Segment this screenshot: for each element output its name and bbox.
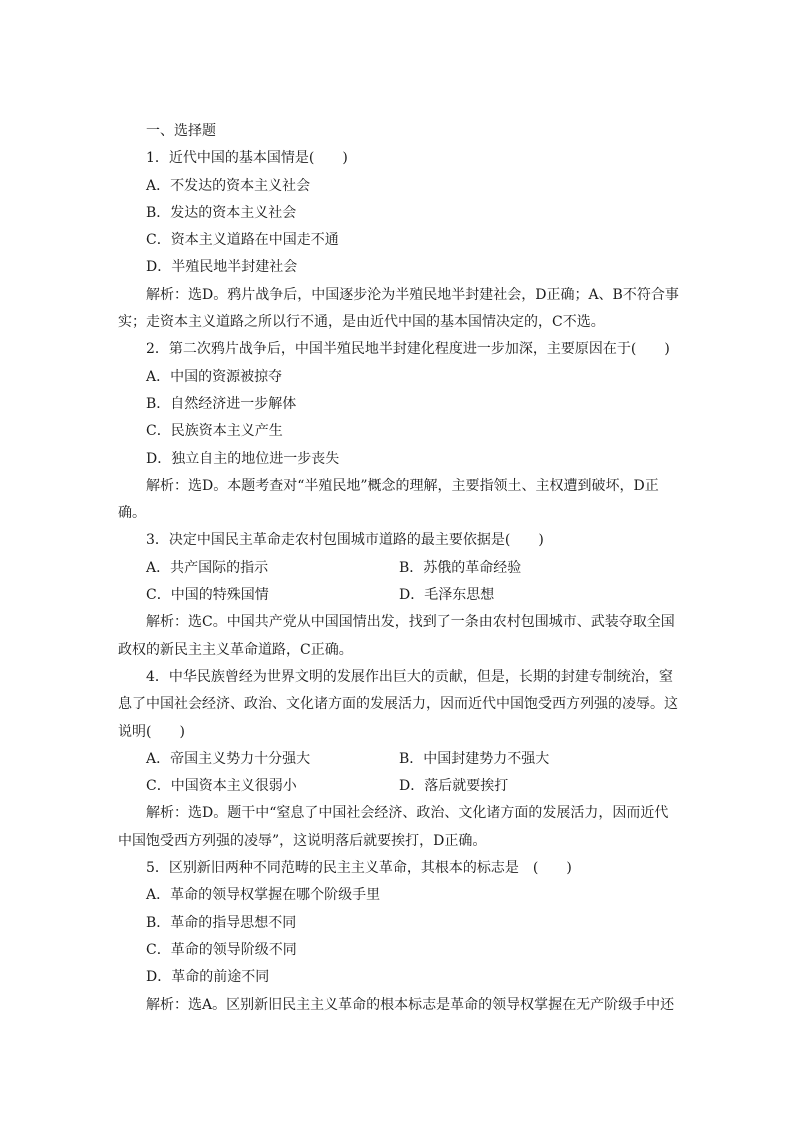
question-2-option-d: D．独立自主的地位进一步丧失 [146, 450, 340, 467]
question-3-options-row-2 [118, 582, 678, 609]
question-2-stem: 2．第二次鸦片战争后，中国半殖民地半封建化程度进一步加深，主要原因在于( ) [146, 341, 670, 358]
question-1-option-b: B．发达的资本主义社会 [146, 204, 297, 221]
question-1-analysis-line-2: 实；走资本主义道路之所以行不通，是由近代中国的基本国情决定的，C不选。 [118, 314, 605, 331]
question-1-option-c: C．资本主义道路在中国走不通 [146, 232, 339, 249]
question-3-option-a: A．共产国际的指示 [146, 559, 269, 576]
question-3-option-c: C．中国的特殊国情 [146, 587, 269, 604]
question-5-option-c: C．革命的领导阶级不同 [146, 941, 297, 958]
exercise-content [118, 118, 678, 1019]
question-2-analysis-line-2: 确。 [118, 505, 146, 522]
question-1-stem: 1．近代中国的基本国情是( ) [146, 150, 348, 167]
question-4-stem-line-2: 息了中国社会经济、政治、文化诸方面的发展活力，因而近代中国饱受西方列强的凌辱。这 [118, 696, 678, 713]
question-3-analysis-line-2: 政权的新民主主义革命道路，C正确。 [118, 641, 353, 658]
question-5-option-d: D．革命的前途不同 [146, 969, 270, 986]
question-4-stem-line-3: 说明( ) [118, 723, 185, 740]
question-2-analysis-line-1: 解析：选D。本题考查对“半殖民地”概念的理解，主要指领土、主权遭到破坏，D正 [146, 477, 659, 494]
question-4-options-row-1 [118, 746, 678, 773]
question-4-option-c: C．中国资本主义很弱小 [146, 778, 297, 795]
question-2-option-a: A．中国的资源被掠夺 [146, 368, 283, 385]
question-4-stem-line-1: 4．中华民族曾经为世界文明的发展作出巨大的贡献，但是，长期的封建专制统治，窒 [146, 668, 673, 685]
question-4-options-row-2 [118, 773, 678, 800]
question-3-analysis-line-1: 解析：选C。中国共产党从中国国情出发，找到了一条由农村包围城市、武装夺取全国 [146, 614, 675, 631]
question-5-option-b: B．革命的指导思想不同 [146, 914, 297, 931]
question-5-option-a: A．革命的领导权掌握在哪个阶级手里 [146, 887, 381, 904]
question-3-options-row-1 [118, 555, 678, 582]
question-4-analysis-line-2: 中国饱受西方列强的凌辱”，这说明落后就要挨打，D正确。 [118, 832, 487, 849]
question-5-analysis-line-1: 解析：选A。区别新旧民主主义革命的根本标志是革命的领导权掌握在无产阶级手中还 [146, 996, 675, 1013]
question-3-option-d: D．毛泽东思想 [399, 587, 495, 604]
question-4-option-b: B．中国封建势力不强大 [399, 750, 550, 767]
question-4-option-d: D．落后就要挨打 [399, 778, 509, 795]
question-4-analysis-line-1: 解析：选D。题干中“窒息了中国社会经济、政治、文化诸方面的发展活力，因而近代 [146, 805, 669, 822]
question-5-stem: 5．区别新旧两种不同范畴的民主主义革命，其根本的标志是 ( ) [146, 860, 572, 877]
question-2-option-c: C．民族资本主义产生 [146, 423, 283, 440]
section-title: 一、选择题 [146, 123, 216, 139]
question-4-option-a: A．帝国主义势力十分强大 [146, 750, 311, 767]
question-1-option-a: A．不发达的资本主义社会 [146, 177, 311, 194]
question-3-stem: 3．决定中国民主革命走农村包围城市道路的最主要依据是( ) [146, 532, 544, 549]
question-2-option-b: B．自然经济进一步解体 [146, 395, 297, 412]
question-1-option-d: D．半殖民地半封建社会 [146, 259, 298, 276]
question-1-analysis-line-1: 解析：选D。鸦片战争后，中国逐步沦为半殖民地半封建社会，D正确；A、B不符合事 [146, 286, 679, 303]
question-3-option-b: B．苏俄的革命经验 [399, 559, 522, 576]
